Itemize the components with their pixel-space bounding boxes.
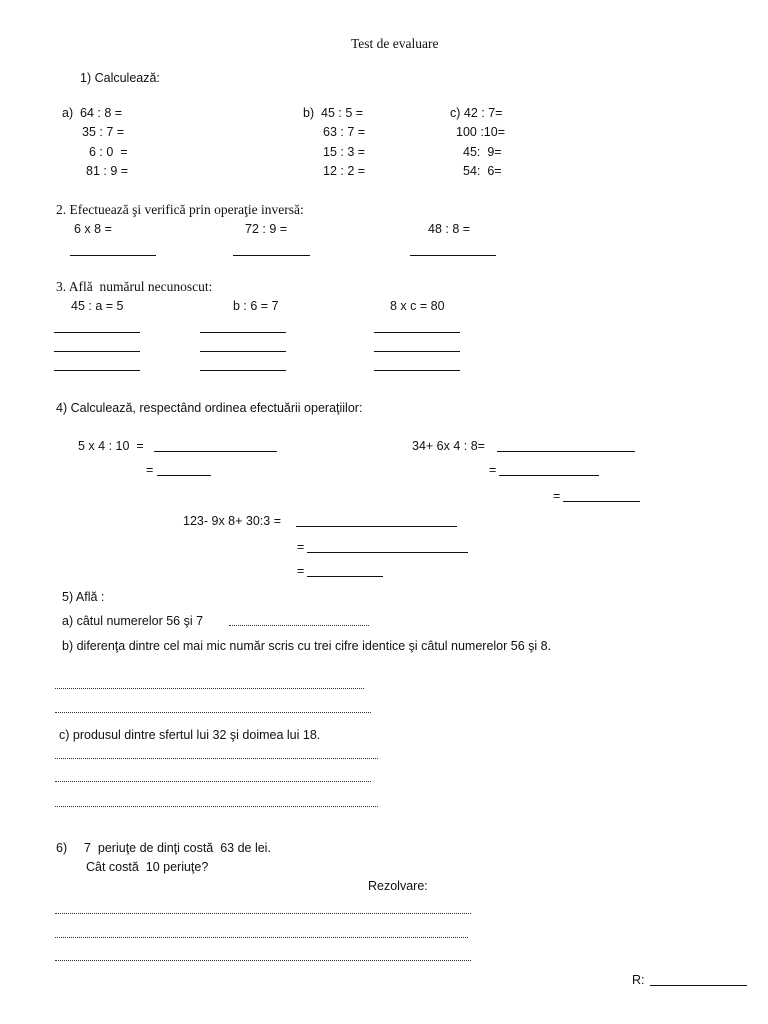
ex3-blank-c2[interactable] — [374, 351, 460, 352]
ex6-answer-blank[interactable] — [650, 985, 747, 986]
ex4-expr-2: 34+ 6x 4 : 8= — [412, 439, 485, 453]
ex5-b-answer-dots-2[interactable] — [55, 712, 371, 713]
ex3-blank-c3[interactable] — [374, 370, 460, 371]
ex5-c-answer-dots-1[interactable] — [55, 758, 378, 759]
ex5-heading: 5) Află : — [62, 590, 105, 604]
ex2-answer-blank-1[interactable] — [70, 255, 156, 256]
ex2-item-1: 6 x 8 = — [74, 222, 112, 236]
ex4-expr-2-blank[interactable] — [497, 451, 635, 452]
ex2-answer-blank-3[interactable] — [410, 255, 496, 256]
ex3-blank-a3[interactable] — [54, 370, 140, 371]
ex4-expr-1-eq-2: = — [146, 463, 154, 477]
ex6-solution-dots-3[interactable] — [55, 960, 471, 961]
ex6-solution-label: Rezolvare: — [368, 879, 428, 893]
ex3-blank-b2[interactable] — [200, 351, 286, 352]
ex5-a: a) câtul numerelor 56 şi 7 — [62, 614, 204, 628]
ex5-c-answer-dots-2[interactable] — [55, 781, 371, 782]
page-title: Test de evaluare — [351, 36, 439, 51]
ex1-c-2: 100 :10= — [456, 125, 506, 139]
ex2-item-2: 72 : 9 = — [245, 222, 288, 236]
ex3-heading: 3. Află numărul necunoscut: — [56, 279, 213, 294]
ex4-expr-3: 123- 9x 8+ 30:3 = — [183, 514, 281, 528]
ex4-heading: 4) Calculează, respectând ordinea efectuării operaţiilor: — [56, 401, 363, 415]
ex4-expr-2-eq-3: = — [553, 489, 561, 503]
ex4-expr-3-blank[interactable] — [296, 526, 457, 527]
ex6-answer-label: R: — [632, 973, 645, 987]
ex1-a-4: 81 : 9 = — [86, 164, 129, 178]
ex4-expr-2-eq-2: = — [489, 463, 497, 477]
ex5-c-answer-dots-3[interactable] — [55, 806, 378, 807]
ex4-expr-1-blank[interactable] — [154, 451, 277, 452]
ex2-answer-blank-2[interactable] — [233, 255, 310, 256]
ex2-item-3: 48 : 8 = — [428, 222, 471, 236]
ex2-heading: 2. Efectuează şi verifică prin operaţie inversă: — [56, 202, 304, 217]
ex4-expr-1-blank-2[interactable] — [157, 475, 211, 476]
ex4-expr-2-blank-2[interactable] — [499, 475, 599, 476]
ex3-item-3: 8 x c = 80 — [390, 299, 445, 313]
ex5-b: b) diferenţa dintre cel mai mic număr scris cu trei cifre identice şi câtul numerelor 56 şi 8. — [62, 639, 552, 653]
ex1-c-4: 54: 6= — [463, 164, 502, 178]
ex6-solution-dots-2[interactable] — [55, 937, 468, 938]
ex5-c: c) produsul dintre sfertul lui 32 şi doimea lui 18. — [59, 728, 321, 742]
ex1-b-1: b) 45 : 5 = — [303, 106, 364, 120]
ex1-c-3: 45: 9= — [463, 145, 502, 159]
ex3-blank-c1[interactable] — [374, 332, 460, 333]
ex3-blank-b1[interactable] — [200, 332, 286, 333]
ex4-expr-3-eq-2: = — [297, 540, 305, 554]
ex1-c-1: c) 42 : 7= — [450, 106, 503, 120]
ex3-item-1: 45 : a = 5 — [71, 299, 124, 313]
ex3-blank-a1[interactable] — [54, 332, 140, 333]
ex6-number: 6) — [56, 841, 68, 855]
ex6-line-2: Cât costă 10 periuţe? — [86, 860, 209, 874]
ex1-b-4: 12 : 2 = — [323, 164, 366, 178]
ex6-solution-dots-1[interactable] — [55, 913, 471, 914]
ex6-line-1: 7 periuţe de dinţi costă 63 de lei. — [84, 841, 271, 855]
ex3-blank-a2[interactable] — [54, 351, 140, 352]
ex5-a-answer-dots[interactable] — [229, 625, 369, 626]
ex4-expr-3-blank-3[interactable] — [307, 576, 383, 577]
ex1-a-1: a) 64 : 8 = — [62, 106, 123, 120]
ex1-a-3: 6 : 0 = — [89, 145, 128, 159]
ex1-b-3: 15 : 3 = — [323, 145, 366, 159]
ex1-a-2: 35 : 7 = — [82, 125, 125, 139]
ex4-expr-2-blank-3[interactable] — [563, 501, 640, 502]
ex3-item-2: b : 6 = 7 — [233, 299, 279, 313]
ex4-expr-3-blank-2[interactable] — [307, 552, 468, 553]
ex1-b-2: 63 : 7 = — [323, 125, 366, 139]
ex4-expr-3-eq-3: = — [297, 564, 305, 578]
ex3-blank-b3[interactable] — [200, 370, 286, 371]
ex1-heading: 1) Calculează: — [80, 71, 160, 85]
ex4-expr-1: 5 x 4 : 10 = — [78, 439, 144, 453]
ex5-b-answer-dots-1[interactable] — [55, 688, 364, 689]
